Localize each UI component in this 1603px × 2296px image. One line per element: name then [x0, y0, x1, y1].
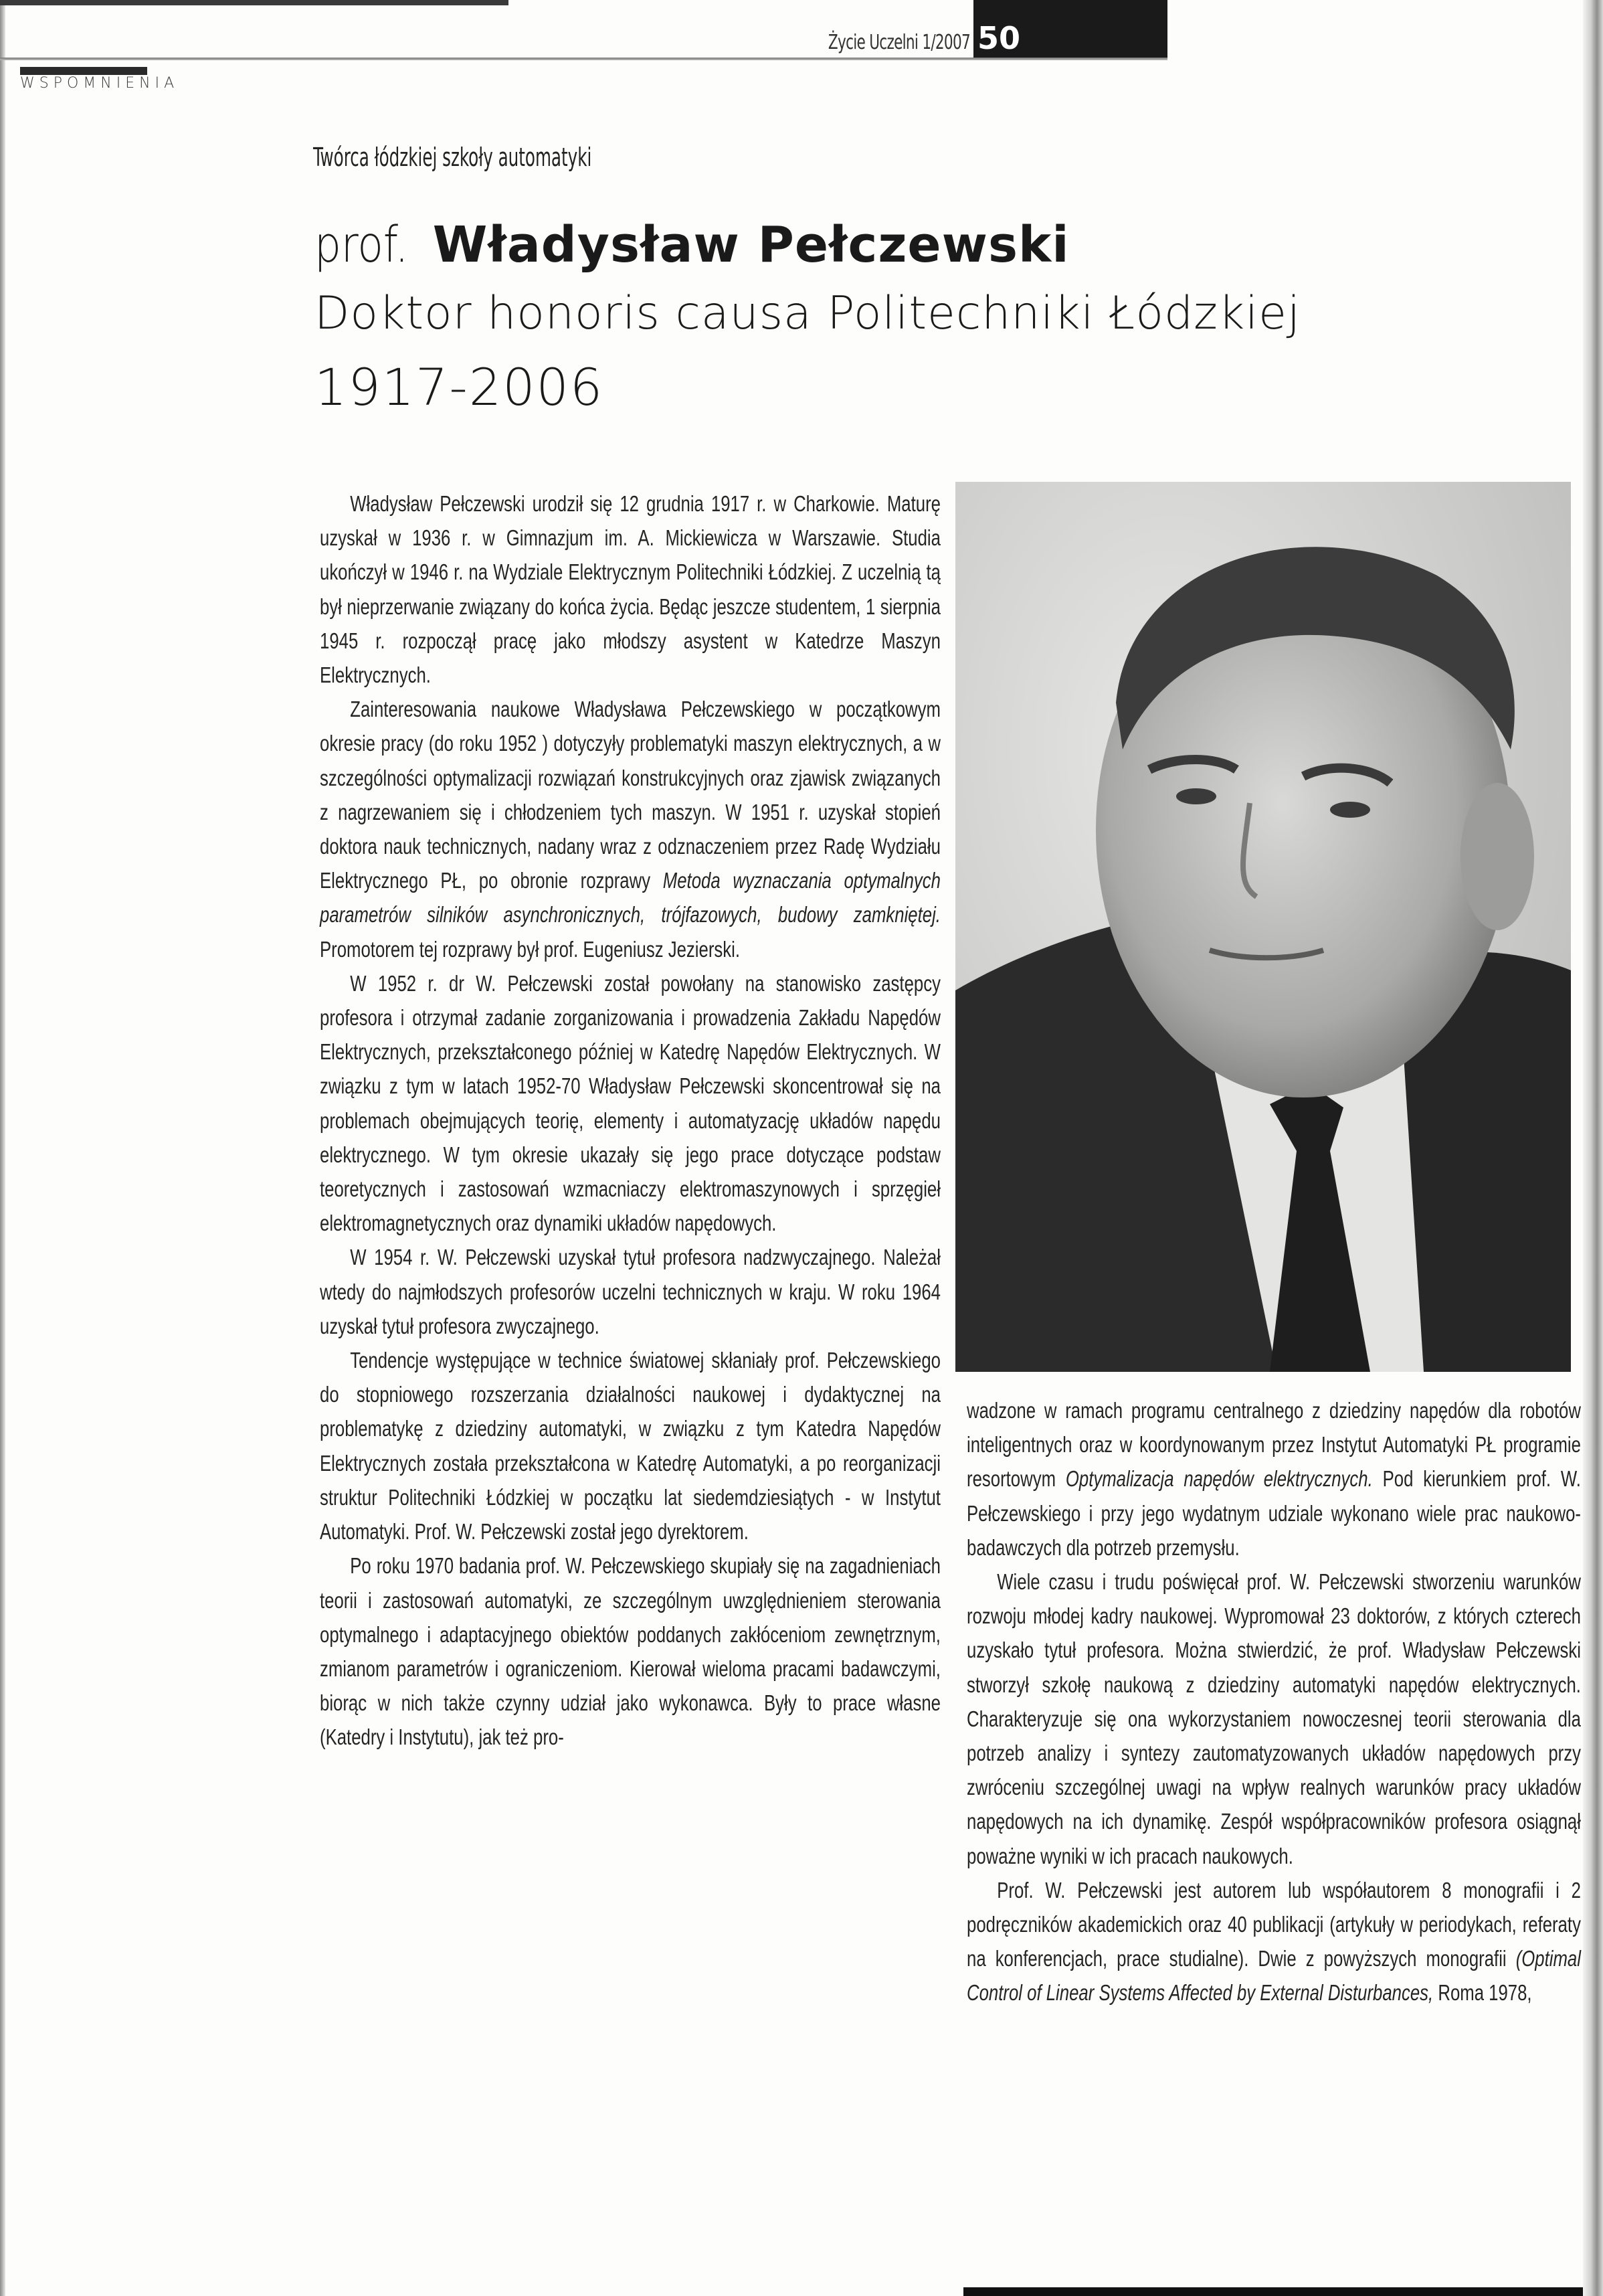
paragraph-text: Zainteresowania naukowe Władysława Pełczewskiego w początkowym okresie pracy (do roku 1952 ) dotyczyły problematyki maszyn elektrycznych, a w szczególności optymalizacji rozwiązań konstrukcyjnych oraz zjawisk związanych z nagrzewaniem się i chłodzeniem tych maszyn. W 1951 r. uzyskał stopień doktora nauk technicznych, nadany wraz z odznaczeniem przez Radę Wydziału Elektrycznego PŁ, po obronie rozprawy [320, 697, 941, 893]
paragraph-text: Tendencje występujące w technice światowej skłaniały prof. Pełczewskiego do stopniowego rozszerzania działalności naukowej i dydaktycznej na problematykę z dziedziny automatyki, w związku z tym Katedra Napędów Elektrycznych została przekształcona w Katedrę Automatyki, a po reorganizacji struktur Politechniki Łódzkiej w początku lat siedemdziesiątych - w Instytut Automatyki. Prof. W. Pełczewski został jego dyrektorem. [320, 1348, 941, 1544]
article-paragraph [967, 1873, 1581, 2010]
article-subtitle: Doktor honoris causa Politechniki Łódzkiej [314, 287, 1301, 340]
journal-title: Życie Uczelni 1/2007 [828, 31, 970, 54]
section-label: WSPOMNIENIA [20, 75, 179, 92]
title-name-line [314, 213, 1301, 277]
left-text-column [320, 487, 941, 1755]
title-name: Władysław Pełczewski [432, 216, 1070, 274]
article-years: 1917-2006 [314, 357, 604, 417]
article-paragraph [320, 487, 941, 692]
article-title [314, 213, 1301, 424]
page-binding-shadow-left [0, 0, 5, 2296]
title-prefix: prof. [314, 216, 409, 274]
portrait-photo [955, 482, 1571, 1372]
top-decorative-bar [0, 0, 508, 5]
article-kicker: Twórca łódzkiej szkoły automatyki [313, 143, 592, 172]
page-number-box [973, 0, 1167, 58]
paragraph-text: W 1952 r. dr W. Pełczewski został powołany na stanowisko zastępcy profesora i otrzymał zadanie zorganizowania i prowadzenia Zakładu Napędów Elektrycznych, przekształconego później w Katedrę Napędów Elektrycznych. W związku z tym w latach 1952-70 Władysław Pełczewski skoncentrował się na problemach obejmujących teorię, elementy i automatyzację układów napędu elektrycznego. W tym okresie ukazały się jego prace dotyczące podstaw teoretycznych i zastosowań wzmacniaczy elektromaszynowych i sprzęgieł elektromagnetycznych oraz dynamiki układów napędowych. [320, 970, 941, 1236]
paragraph-text: Wiele czasu i trudu poświęcał prof. W. Pełczewski stworzeniu warunków rozwoju młodej kadry naukowej. Wypromował 23 doktorów, z których czterech uzyskało tytuł profesora. Można stwierdzić, że prof. Władysław Pełczewski stworzył szkołę naukową z dziedziny automatyki napędów elektrycznych. Charakteryzuje się ona wykorzystaniem nowoczesnej teorii sterowania dla potrzeb analizy i syntezy zautomatyzowanych układów napędowych przy zwróceniu szczególnej uwagi na wpływ realnych warunków pracy układów napędowych na ich dynamikę. Zespół współpracowników profesora osiągnął poważne wyniki w ich pracach naukowych. [967, 1569, 1581, 1868]
paragraph-text: W 1954 r. W. Pełczewski uzyskał tytuł profesora nadzwyczajnego. Należał wtedy do najmłodszych profesorów uczelni technicznych w kraju. W roku 1964 uzyskał tytuł profesora zwyczajnego. [320, 1245, 941, 1338]
article-paragraph [320, 1549, 941, 1754]
paragraph-text: Pod kierunkiem prof. W. Pełczewskiego i przy jego wydatnym udziale wykonano wiele prac naukowo-badawczych dla potrzeb przemysłu. [967, 1466, 1581, 1560]
right-column-body [967, 1393, 1581, 2010]
italic-title-text: Optymalizacja napędów elektrycznych. [1065, 1466, 1373, 1492]
paragraph-text: Władysław Pełczewski urodził się 12 grudnia 1917 r. w Charkowie. Maturę uzyskał w 1936 r. w Gimnazjum im. A. Mickiewicza w Warszawie. Studia ukończył w 1946 r. na Wydziale Elektrycznym Politechniki Łódzkiej. Z uczelnią tą był nieprzerwanie związany do końca życia. Będąc jeszcze studentem, 1 sierpnia 1945 r. rozpoczął pracę jako młodszy asystent w Katedrze Maszyn Elektrycznych. [320, 491, 941, 688]
article-paragraph [320, 692, 941, 966]
italic-title-text: Metoda wyznaczania optymalnych parametrów silników asynchronicznych, trójfazowych, budowy zamkniętej. [320, 868, 941, 928]
page-number: 50 [977, 20, 1021, 56]
paragraph-text: wadzone w ramach programu centralnego z dziedziny napędów dla robotów inteligentnych oraz w koordynowanym przez Instytut Automatyki PŁ programie resortowym [967, 1398, 1581, 1492]
page-bottom-edge [963, 2287, 1603, 2296]
left-column-body [320, 487, 941, 1755]
portrait-image [955, 482, 1571, 1372]
paragraph-text: Prof. W. Pełczewski jest autorem lub współautorem 8 monografii i 2 podręczników akademickich oraz 40 publikacji (artykuły w periodykach, referaty na konferencjach, prace studialne). Dwie z powyższych monografii [967, 1877, 1581, 1971]
italic-title-text: (Optimal Control of Linear Systems Affected by External Disturbances, [967, 1946, 1581, 2006]
right-text-column [967, 1393, 1581, 2010]
section-marker-bar [20, 67, 147, 75]
paragraph-text: Promotorem tej rozprawy był prof. Eugeniusz Jezierski. [320, 936, 741, 962]
header-rule [0, 58, 1167, 60]
paragraph-text: Po roku 1970 badania prof. W. Pełczewskiego skupiały się na zagadnieniach teorii i zastosowań automatyki, ze szczególnym uwzględnieniem sterowania optymalnego i adaptacyjnego obiektów poddanych zakłóceniom zewnętrznym, zmianom parametrów i ograniczeniom. Kierował wieloma pracami badawczymi, biorąc w nich także czynny udział jako wykonawca. Były to prace własne (Katedry i Instytutu), jak też pro- [320, 1553, 941, 1750]
article-paragraph [320, 1240, 941, 1343]
article-paragraph [967, 1565, 1581, 1873]
article-paragraph [320, 1343, 941, 1549]
article-paragraph [967, 1393, 1581, 1565]
page-binding-shadow-right [1583, 0, 1603, 2296]
article-paragraph [320, 966, 941, 1241]
paragraph-text: Roma 1978, [1433, 1980, 1532, 2006]
